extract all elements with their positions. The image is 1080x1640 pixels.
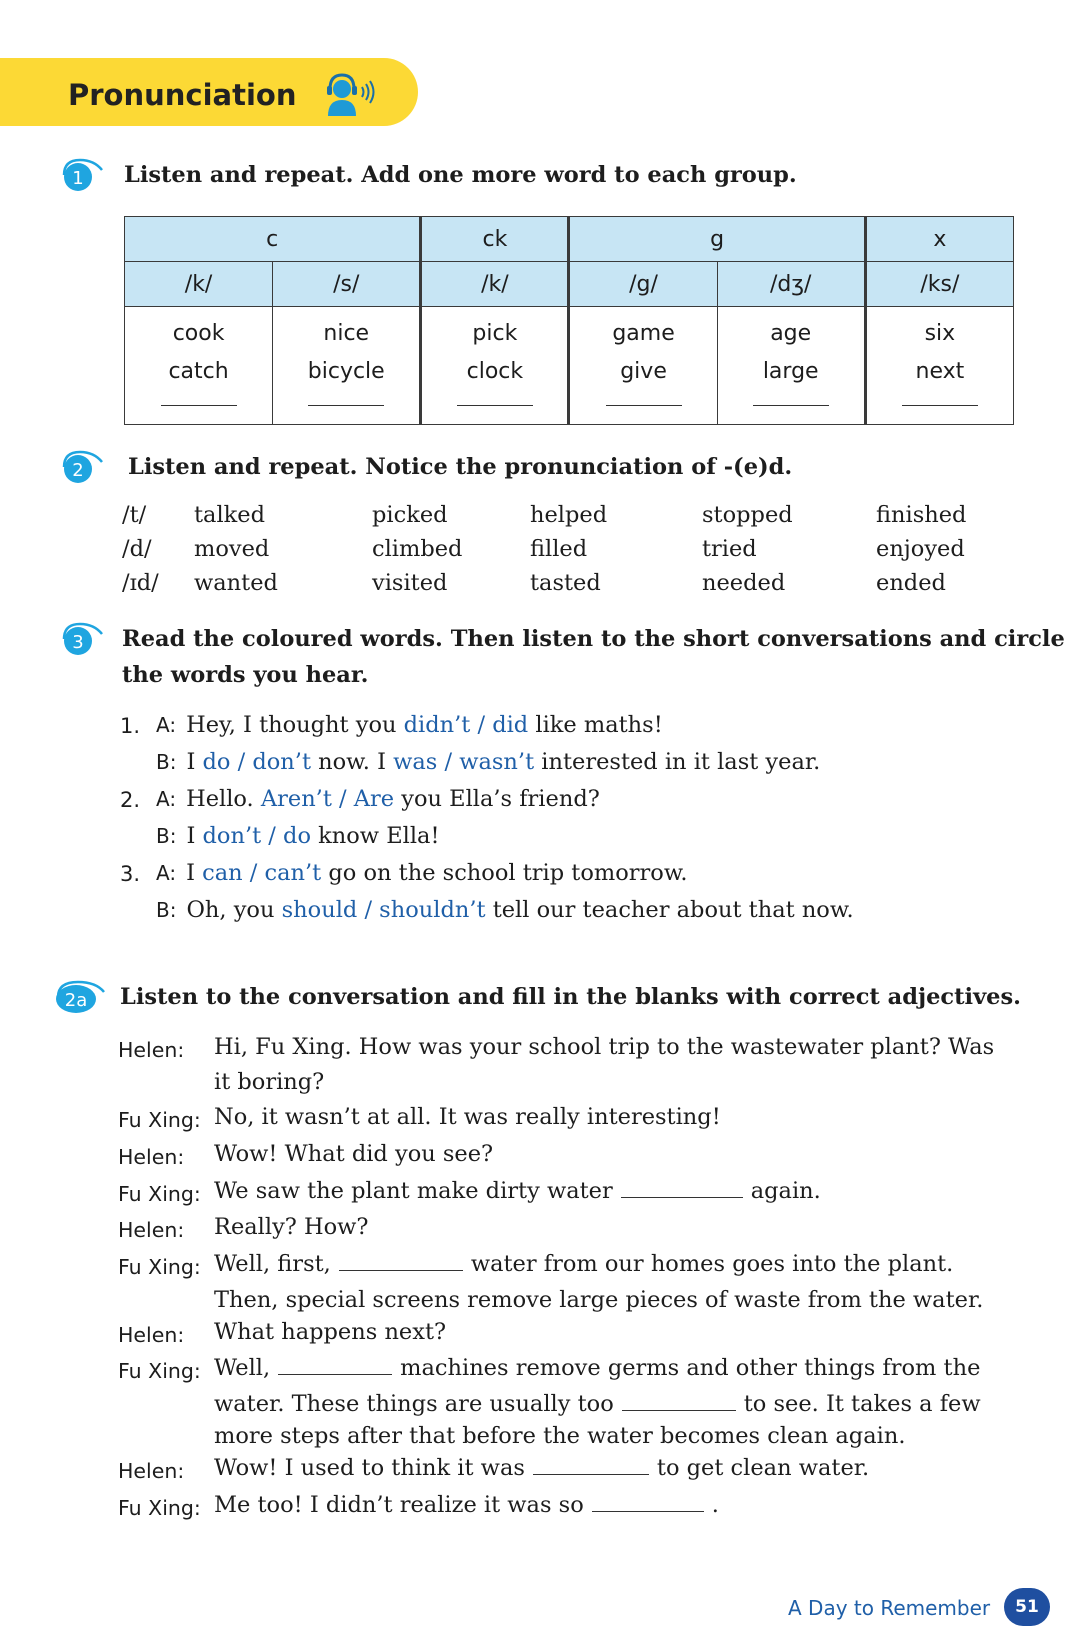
letter-header: c <box>125 217 421 262</box>
exercise-2-number: 2 <box>72 460 84 481</box>
conversation-line <box>156 860 688 886</box>
word-option[interactable]: should / shouldn’t <box>281 897 486 923</box>
line-text: to get clean water. <box>656 1455 870 1481</box>
letter-header: ck <box>421 217 569 262</box>
exercise-3-instruction-line2: the words you hear. <box>122 662 369 688</box>
exercise-2-badge <box>56 448 104 486</box>
conversation-number: 3. <box>120 862 141 886</box>
word-cell <box>273 307 421 425</box>
section-title: Pronunciation <box>68 78 297 112</box>
sound-header: /k/ <box>125 262 273 307</box>
table-word: large <box>762 359 819 384</box>
headset-icon <box>322 72 382 116</box>
line-text: Me too! I didn’t realize it was so <box>214 1492 584 1518</box>
exercise-1-badge <box>56 156 104 194</box>
dialogue-line: Wow! What did you see? <box>214 1141 494 1167</box>
line-text: interested in it last year. <box>534 749 821 775</box>
ed-word: needed <box>702 570 786 596</box>
line-text: know Ella! <box>310 823 440 849</box>
line-text: I <box>186 860 203 886</box>
speaker-label: B: <box>156 824 177 848</box>
page-number: 51 <box>1004 1588 1050 1626</box>
table-word: age <box>770 321 812 346</box>
table-word: catch <box>168 359 229 384</box>
line-text: you Ella’s friend? <box>394 786 600 812</box>
ed-word: picked <box>372 502 448 528</box>
word-option[interactable]: didn’t / did <box>403 712 529 738</box>
line-text: go on the school trip tomorrow. <box>321 860 688 886</box>
table-word: nice <box>323 321 370 346</box>
table-word: game <box>612 321 675 346</box>
table-word: next <box>915 359 965 384</box>
sound-header: /k/ <box>421 262 569 307</box>
speaker-helen: Helen: <box>118 1038 185 1062</box>
dialogue-line: more steps after that before the water becomes clean again. <box>214 1423 906 1449</box>
dialogue-line: Hi, Fu Xing. How was your school trip to the wastewater plant? Was <box>214 1034 995 1060</box>
answer-blank[interactable] <box>533 1474 649 1475</box>
speaker-fuxing: Fu Xing: <box>118 1496 201 1520</box>
speaker-label: A: <box>156 787 177 811</box>
dialogue-line <box>214 1492 719 1518</box>
exercise-2a-instruction: Listen to the conversation and fill in the blanks with correct adjectives. <box>120 984 1021 1010</box>
ed-word: wanted <box>194 570 278 596</box>
answer-blank[interactable] <box>457 405 533 406</box>
ed-sound: /t/ <box>122 502 147 528</box>
dialogue-line <box>214 1251 953 1277</box>
line-text: water from our homes goes into the plant. <box>470 1251 954 1277</box>
dialogue-line: What happens next? <box>214 1319 447 1345</box>
ed-word: moved <box>194 536 270 562</box>
dialogue-line: No, it wasn’t at all. It was really interesting! <box>214 1104 721 1130</box>
dialogue-line <box>214 1178 821 1204</box>
speaker-label: B: <box>156 898 177 922</box>
speaker-helen: Helen: <box>118 1218 185 1242</box>
ed-word: visited <box>372 570 448 596</box>
speaker-helen: Helen: <box>118 1459 185 1483</box>
exercise-2-instruction: Listen and repeat. Notice the pronunciation of -(e)d. <box>128 454 793 480</box>
line-text: like maths! <box>528 712 663 738</box>
line-text: again. <box>750 1178 821 1204</box>
answer-blank[interactable] <box>339 1270 463 1271</box>
table-word: give <box>620 359 667 384</box>
line-text: Hello. <box>186 786 261 812</box>
dialogue-line: Then, special screens remove large pieces of waste from the water. <box>214 1287 984 1313</box>
conversation-line <box>156 823 440 849</box>
exercise-3-badge <box>56 620 104 658</box>
sound-header: /g/ <box>569 262 717 307</box>
speaker-label: A: <box>156 861 177 885</box>
ed-word: ended <box>876 570 946 596</box>
answer-blank[interactable] <box>902 405 978 406</box>
line-text: to see. It takes a few <box>743 1391 981 1417</box>
speaker-fuxing: Fu Xing: <box>118 1108 201 1132</box>
ed-word: helped <box>530 502 608 528</box>
line-text: Hey, I thought you <box>186 712 404 738</box>
conversation-line <box>156 749 820 775</box>
ed-sound: /d/ <box>122 536 152 562</box>
dialogue-line <box>214 1391 981 1417</box>
word-option[interactable]: do / don’t <box>202 749 311 775</box>
conversation-number: 1. <box>120 714 141 738</box>
ed-word: tasted <box>530 570 601 596</box>
conversation-line <box>156 897 854 923</box>
exercise-1-instruction: Listen and repeat. Add one more word to each group. <box>124 162 797 188</box>
answer-blank[interactable] <box>622 1410 736 1411</box>
sound-header: /s/ <box>273 262 421 307</box>
line-text: I <box>186 823 203 849</box>
ed-word: stopped <box>702 502 793 528</box>
ed-word: finished <box>876 502 967 528</box>
answer-blank[interactable] <box>308 405 384 406</box>
answer-blank[interactable] <box>161 405 237 406</box>
table-word: clock <box>466 359 524 384</box>
conversation-line <box>156 712 663 738</box>
word-option[interactable]: don’t / do <box>202 823 311 849</box>
sound-header: /dʒ/ <box>717 262 865 307</box>
exercise-3-instruction-line1: Read the coloured words. Then listen to the short conversations and circle <box>122 626 1065 652</box>
exercise-2a-badge <box>50 978 106 1016</box>
line-text: Oh, you <box>186 897 282 923</box>
answer-blank[interactable] <box>621 1197 743 1198</box>
answer-blank[interactable] <box>606 405 682 406</box>
exercise-2a-number: 2a <box>64 990 88 1011</box>
word-cell <box>421 307 569 425</box>
answer-blank[interactable] <box>753 405 829 406</box>
dialogue-line: it boring? <box>214 1069 325 1095</box>
line-text: tell our teacher about that now. <box>485 897 854 923</box>
dialogue-line: Really? How? <box>214 1214 369 1240</box>
ed-word: climbed <box>372 536 463 562</box>
ed-sound: /ɪd/ <box>122 570 159 596</box>
line-text: Well, first, <box>214 1251 331 1277</box>
word-cell <box>865 307 1013 425</box>
conversation-number: 2. <box>120 788 141 812</box>
speaker-helen: Helen: <box>118 1323 185 1347</box>
speaker-label: B: <box>156 750 177 774</box>
ed-word: talked <box>194 502 266 528</box>
word-option[interactable]: Aren’t / Are <box>260 786 395 812</box>
speaker-fuxing: Fu Xing: <box>118 1255 201 1279</box>
line-text: Well, <box>214 1355 271 1381</box>
ed-word: tried <box>702 536 757 562</box>
sound-table <box>124 216 1014 425</box>
speaker-fuxing: Fu Xing: <box>118 1359 201 1383</box>
letter-header: g <box>569 217 865 262</box>
speaker-helen: Helen: <box>118 1145 185 1169</box>
line-text: machines remove germs and other things from the <box>400 1355 981 1381</box>
exercise-3-number: 3 <box>72 632 84 653</box>
line-text: I <box>186 749 203 775</box>
unit-title: A Day to Remember <box>788 1596 991 1620</box>
letter-header: x <box>865 217 1013 262</box>
dialogue-line <box>214 1455 869 1481</box>
table-word: bicycle <box>307 359 385 384</box>
line-text: . <box>711 1492 719 1518</box>
line-text: water. These things are usually too <box>214 1391 614 1417</box>
answer-blank[interactable] <box>592 1511 704 1512</box>
dialogue-line <box>214 1355 980 1381</box>
word-cell <box>717 307 865 425</box>
ed-word: enjoyed <box>876 536 965 562</box>
speaker-label: A: <box>156 713 177 737</box>
line-text: now. I <box>310 749 394 775</box>
line-text: Wow! I used to think it was <box>214 1455 525 1481</box>
word-option[interactable]: was / wasn’t <box>393 749 535 775</box>
word-cell <box>125 307 273 425</box>
word-option[interactable]: can / can’t <box>202 860 322 886</box>
line-text: We saw the plant make dirty water <box>214 1178 613 1204</box>
answer-blank[interactable] <box>278 1374 392 1375</box>
table-word: six <box>924 321 956 346</box>
ed-word: filled <box>530 536 588 562</box>
table-word: pick <box>472 321 518 346</box>
exercise-1-number: 1 <box>72 168 84 189</box>
speaker-fuxing: Fu Xing: <box>118 1182 201 1206</box>
table-word: cook <box>172 321 225 346</box>
sound-header: /ks/ <box>865 262 1013 307</box>
word-cell <box>569 307 717 425</box>
conversation-line <box>156 786 600 812</box>
